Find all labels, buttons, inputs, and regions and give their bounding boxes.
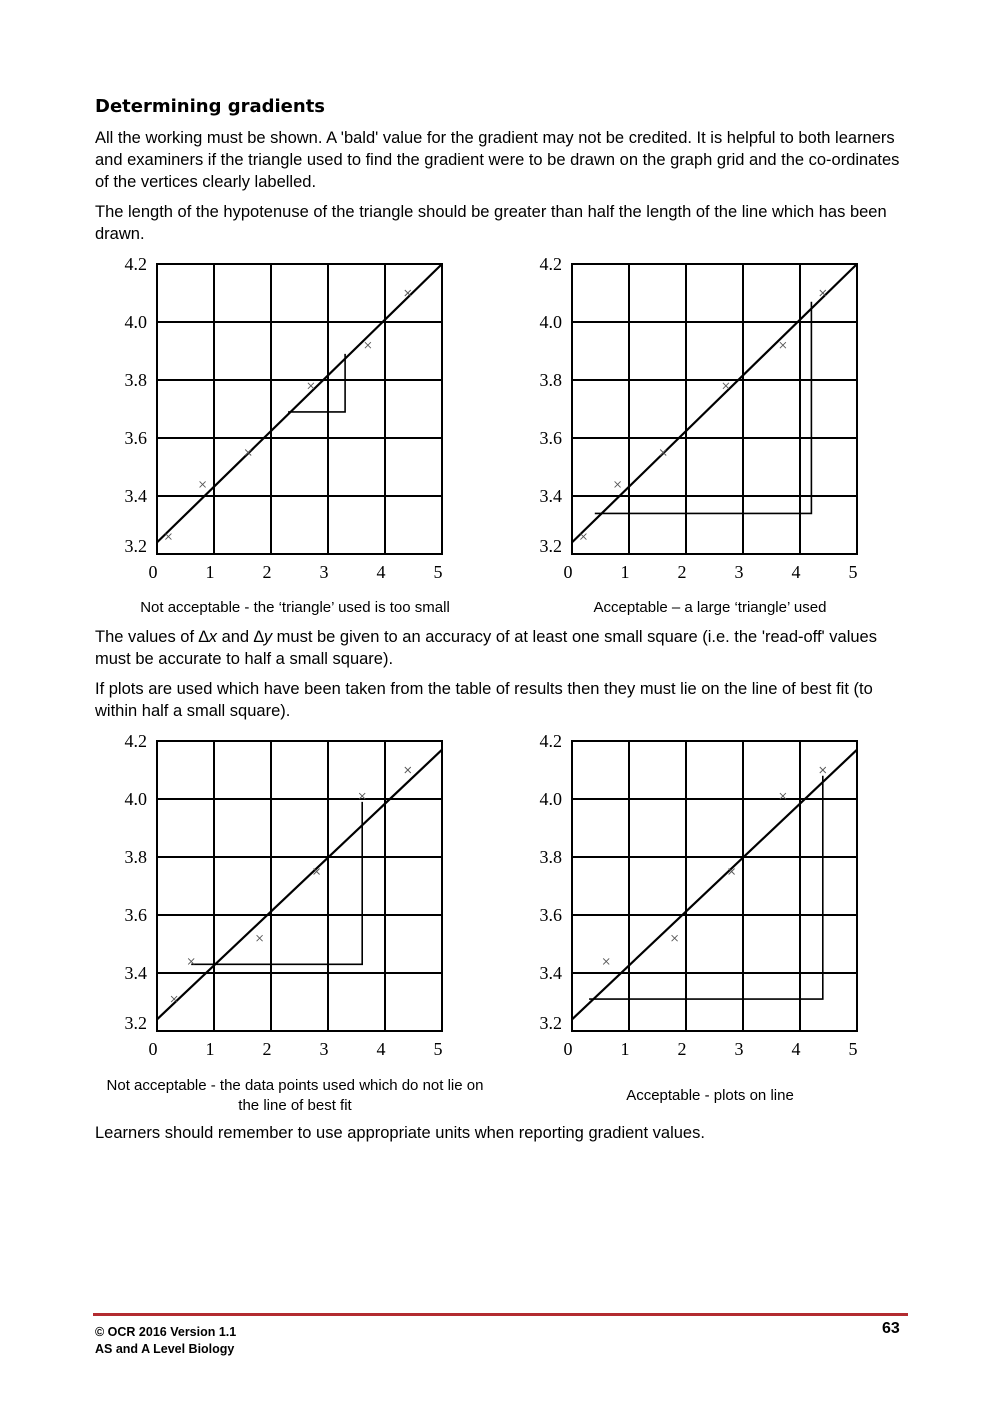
best-fit-line <box>157 264 442 542</box>
x-tick-label: 1 <box>620 562 630 582</box>
y-tick-label: 3.6 <box>539 905 562 925</box>
x-tick-label: 2 <box>262 562 272 582</box>
graph-small-triangle <box>95 250 495 590</box>
y-tick-label: 3.2 <box>539 1013 562 1033</box>
x-tick-label: 3 <box>319 1039 329 1059</box>
delta-y-symbol: ∆ <box>253 628 264 646</box>
x-tick-label: 4 <box>376 1039 386 1059</box>
accuracy-suffix: must be given to an accuracy of at least one small square (i.e. the 'read-off' values must be accurate to half a small square). <box>95 628 877 668</box>
y-tick-label: 4.0 <box>539 312 562 332</box>
x-tick-label: 2 <box>677 562 687 582</box>
y-tick-label: 3.8 <box>539 847 562 867</box>
best-fit-line <box>572 750 857 1020</box>
data-point <box>308 383 314 389</box>
x-tick-label: 0 <box>148 562 158 582</box>
graph-canvas <box>95 727 495 1067</box>
gradient-triangle <box>589 776 823 999</box>
delta-y-variable: y <box>263 628 273 646</box>
x-tick-label: 2 <box>262 1039 272 1059</box>
paragraph-accuracy <box>95 626 915 670</box>
y-tick-label: 3.8 <box>124 847 147 867</box>
y-tick-label: 3.4 <box>124 486 147 506</box>
footer-subject: AS and A Level Biology <box>95 1342 235 1356</box>
paragraph-working: All the working must be shown. A 'bald' value for the gradient may not be credited. It is helpful to both learners and examiners if the triangle used to find the gradient were to be drawn on the graph grid and the co-ordinates of the vertices clearly labelled. <box>95 129 900 191</box>
y-tick-label: 3.6 <box>539 428 562 448</box>
data-point <box>603 958 609 964</box>
data-point <box>365 342 371 348</box>
x-tick-label: 1 <box>205 562 215 582</box>
paragraph-plots: If plots are used which have been taken from the table of results then they must lie on the line of best fit (to within half a small square). <box>95 680 873 720</box>
accuracy-and: and <box>217 628 254 646</box>
graph-canvas <box>510 250 910 590</box>
data-point <box>580 534 586 540</box>
data-point <box>672 935 678 941</box>
y-tick-label: 3.4 <box>539 486 562 506</box>
plot-border <box>157 264 442 554</box>
graph-points-off-line <box>95 727 495 1067</box>
x-tick-label: 3 <box>734 1039 744 1059</box>
data-point <box>165 534 171 540</box>
data-point <box>405 290 411 296</box>
x-tick-label: 4 <box>791 562 801 582</box>
data-point <box>780 342 786 348</box>
data-point <box>200 481 206 487</box>
paragraph-hypotenuse: The length of the hypotenuse of the triangle should be greater than half the length of the line which has been drawn. <box>95 203 887 243</box>
data-point <box>820 290 826 296</box>
y-tick-label: 4.0 <box>539 789 562 809</box>
footer-divider <box>93 1313 908 1316</box>
data-point <box>257 935 263 941</box>
footer-info <box>95 1324 236 1358</box>
caption-small-triangle: Not acceptable - the ‘triangle’ used is too small <box>140 599 450 616</box>
graph-canvas <box>95 250 495 590</box>
plot-border <box>572 264 857 554</box>
x-tick-label: 1 <box>620 1039 630 1059</box>
y-tick-label: 3.2 <box>124 1013 147 1033</box>
y-tick-label: 3.8 <box>539 370 562 390</box>
x-tick-label: 3 <box>319 562 329 582</box>
y-tick-label: 3.8 <box>124 370 147 390</box>
x-tick-label: 0 <box>563 1039 573 1059</box>
x-tick-label: 2 <box>677 1039 687 1059</box>
accuracy-prefix: The values of <box>95 628 199 646</box>
gradient-triangle <box>191 802 362 964</box>
x-tick-label: 4 <box>791 1039 801 1059</box>
graph-large-triangle <box>510 250 910 590</box>
graph-points-on-line <box>510 727 910 1067</box>
caption-large-triangle: Acceptable – a large ‘triangle’ used <box>593 599 827 616</box>
data-point <box>171 996 177 1002</box>
data-point <box>820 767 826 773</box>
x-tick-label: 5 <box>848 1039 858 1059</box>
x-tick-label: 5 <box>848 562 858 582</box>
x-tick-label: 5 <box>433 562 443 582</box>
y-tick-label: 4.2 <box>539 731 562 751</box>
delta-x-symbol: ∆ <box>198 628 209 646</box>
y-tick-label: 3.6 <box>124 905 147 925</box>
caption-points-off-line: Not acceptable - the data points used which do not lie on the line of best fit <box>106 1077 484 1114</box>
y-tick-label: 3.2 <box>539 536 562 556</box>
y-tick-label: 4.2 <box>124 254 147 274</box>
x-tick-label: 4 <box>376 562 386 582</box>
caption-points-on-line: Acceptable - plots on line <box>626 1087 794 1104</box>
data-point <box>723 383 729 389</box>
gradient-triangle <box>288 354 345 412</box>
y-tick-label: 4.0 <box>124 789 147 809</box>
y-tick-label: 3.6 <box>124 428 147 448</box>
best-fit-line <box>572 264 857 542</box>
section-heading: Determining gradients <box>95 96 326 117</box>
delta-x-variable: x <box>208 628 217 646</box>
graph-canvas <box>510 727 910 1067</box>
best-fit-line <box>157 750 442 1020</box>
data-point <box>405 767 411 773</box>
y-tick-label: 3.2 <box>124 536 147 556</box>
x-tick-label: 0 <box>563 562 573 582</box>
gradient-triangle <box>595 302 812 514</box>
y-tick-label: 4.0 <box>124 312 147 332</box>
x-tick-label: 0 <box>148 1039 158 1059</box>
page-number: 63 <box>882 1320 900 1337</box>
footer-copyright: © OCR 2016 Version 1.1 <box>95 1325 237 1339</box>
x-tick-label: 1 <box>205 1039 215 1059</box>
y-tick-label: 3.4 <box>539 963 562 983</box>
x-tick-label: 5 <box>433 1039 443 1059</box>
paragraph-units: Learners should remember to use appropriate units when reporting gradient values. <box>95 1124 705 1142</box>
y-tick-label: 3.4 <box>124 963 147 983</box>
data-point <box>615 481 621 487</box>
y-tick-label: 4.2 <box>124 731 147 751</box>
y-tick-label: 4.2 <box>539 254 562 274</box>
x-tick-label: 3 <box>734 562 744 582</box>
